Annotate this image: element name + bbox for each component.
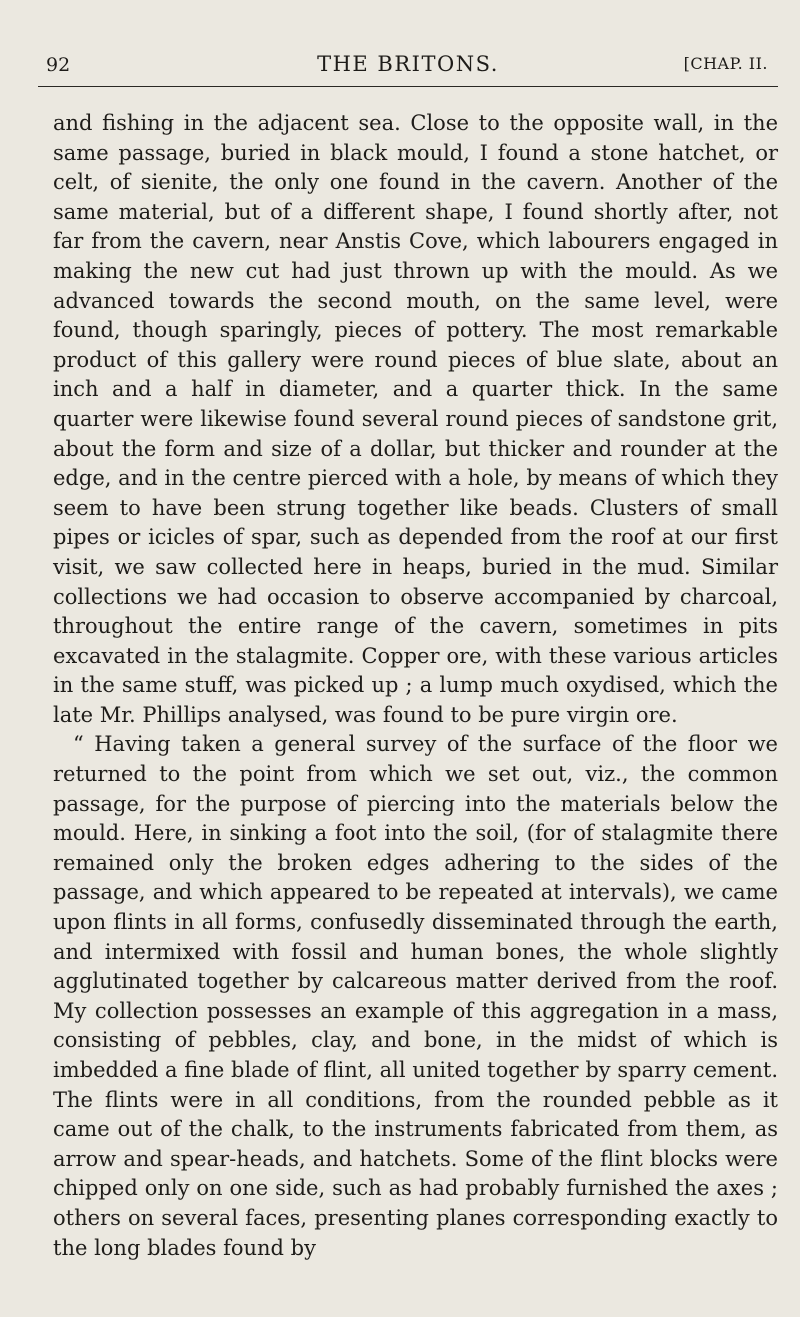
paragraph-1: and fishing in the adjacent sea. Close to the opposite wall, in the same passage, buried in black mould, I found a stone hatchet, or celt, of sienite, the only one found in the cavern. Another of the same material, but of a different shape, I found shortly after, not far from the cavern, near Anstis Cove, which labourers engaged in making the new cut had just thrown up with the mould. As we advanced towards the second mouth, on the same level, were found, though sparingly, pieces of pottery. The most remarkable product of this gallery were round pieces of blue slate, about an inch and a half in diameter, and a quarter thick. In the same quarter were likewise found several round pieces of sandstone grit, about the form and size of a dollar, but thicker and rounder at the edge, and in the centre pierced with a hole, by means of which they seem to have been strung together like beads. Clusters of small pipes or icicles of spar, such as depended from the roof at our first visit, we saw collected here in heaps, buried in the mud. Similar collections we had occasion to observe accompanied by charcoal, throughout the entire range of the cavern, sometimes in pits excavated in the stalagmite. Copper ore, with these various articles in the same stuff, was picked up ; a lump much oxydised, which the late Mr. Phillips analysed, was found to be pure virgin ore.	[53, 111, 778, 727]
page-number: 92	[46, 54, 71, 76]
paragraph-2: “ Having taken a general survey of the surface of the floor we returned to the point from which we set out, viz., the common passage, for the purpose of piercing into the materials below the mould. Here, in sinking a foot into the soil, (for of stalagmite there remained only the broken edges adhering to the sides of the passage, and which appeared to be repeated at intervals), we came upon flints in all forms, confusedly disseminated through the earth, and intermixed with fossil and human bones, the whole slightly agglutinated together by calcareous matter derived from the roof. My collection possesses an example of this aggregation in a mass, consisting of pebbles, clay, and bone, in the midst of which is imbedded a fine blade of flint, all united together by sparry cement. The flints were in all conditions, from the rounded pebble as it came out of the chalk, to the instruments fabricated from them, as arrow and spear-heads, and hatchets. Some of the flint blocks were chipped only on one side, such as had probably furnished the axes ; others on several faces, presenting planes corresponding exactly to the long blades found by	[53, 732, 778, 1260]
running-title: THE BRITONS.	[317, 52, 499, 76]
body-text	[38, 109, 778, 1263]
chapter-label: [CHAP. II.	[683, 54, 768, 73]
running-head	[38, 52, 778, 87]
book-page	[38, 52, 778, 1263]
